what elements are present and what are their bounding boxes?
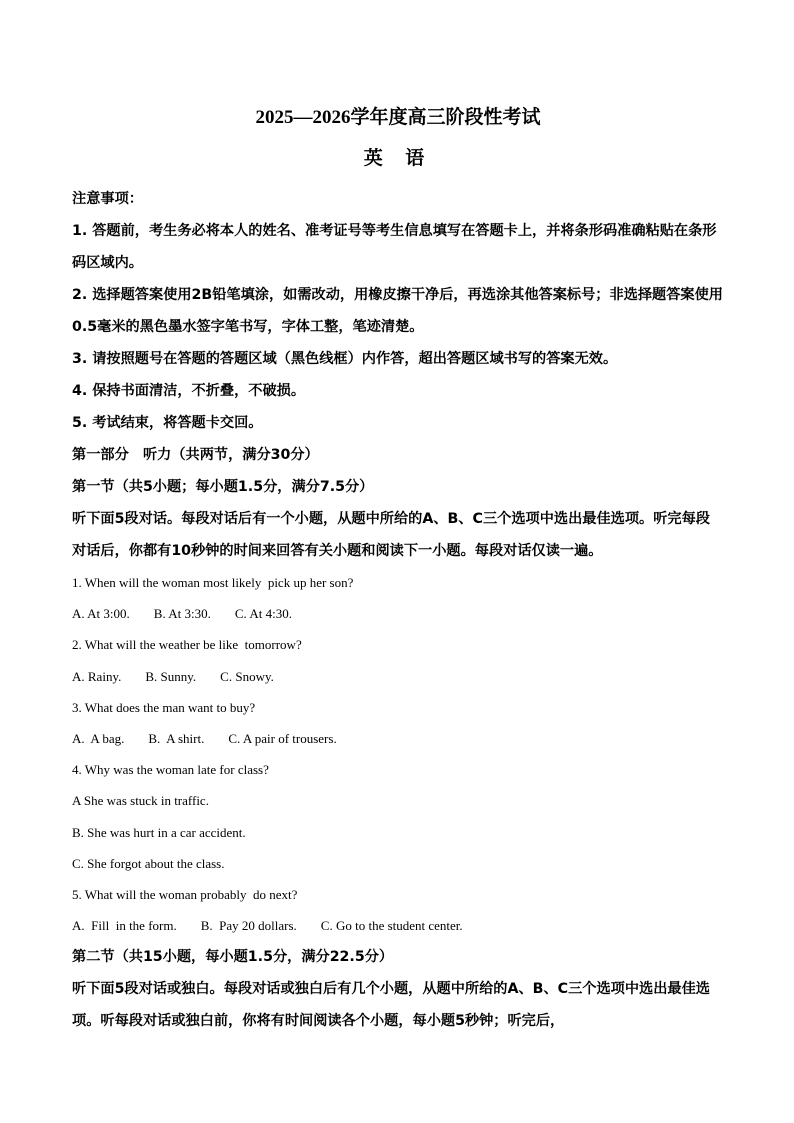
part1-heading: 第一部分 听力（共两节，满分30分） xyxy=(72,447,319,463)
exam-subject: 英 语 xyxy=(363,147,433,169)
question-3-stem: 3. What does the man want to buy? xyxy=(72,699,256,715)
notes-heading: 注意事项： xyxy=(72,191,143,207)
note-item-3: 3. 请按照题号在答题的答题区域（黑色线框）内作答，超出答题区域书写的答案无效。 xyxy=(72,351,618,367)
exam-page xyxy=(72,104,724,1037)
section2-instructions: 听下面5段对话或独白。每段对话或独白后有几个小题，从题中所给的A、B、C三个选项中选出最佳选项。听每段对话或独白前，你将有时间阅读各个小题，每小题5秒钟；听完后， xyxy=(72,981,710,1030)
note-item-5: 5. 考试结束，将答题卡交回。 xyxy=(72,415,263,431)
option-b: B. Sunny. xyxy=(145,668,197,684)
option-a: A. Fill in the form. xyxy=(72,918,177,934)
question-4-option-a: A She was stuck in traffic. xyxy=(72,793,209,809)
note-item-2: 2. 选择题答案使用2B铅笔填涂，如需改动，用橡皮擦干净后，再选涂其他答案标号；非选择题答案使用0.5毫米的黑色墨水签字笔书写，字体工整，笔迹清楚。 xyxy=(72,287,723,335)
option-c: C. At 4:30. xyxy=(234,606,292,622)
question-1-options xyxy=(72,598,724,629)
option-b: B. At 3:30. xyxy=(153,606,211,622)
exam-title: 2025—2026学年度高三阶段性考试 xyxy=(255,107,541,128)
section1-instructions: 听下面5段对话。每段对话后有一个小题，从题中所给的A、B、C三个选项中选出最佳选项。听完每段对话后，你都有10秒钟的时间来回答有关小题和阅读下一小题。每段对话仅读一遍。 xyxy=(72,511,710,559)
option-c: C. Snowy. xyxy=(220,668,274,684)
question-5-options xyxy=(72,910,724,941)
question-3-options xyxy=(72,723,724,754)
question-1-stem: 1. When will the woman most likely pick up her son? xyxy=(72,575,354,590)
option-a: A. Rainy. xyxy=(72,668,122,684)
option-b: B. A shirt. xyxy=(148,731,205,747)
option-c: C. A pair of trousers. xyxy=(228,731,337,747)
question-5-stem: 5. What will the woman probably do next? xyxy=(72,887,298,903)
note-item-1: 1. 答题前，考生务必将本人的姓名、准考证号等考生信息填写在答题卡上，并将条形码准确粘贴在条形码区域内。 xyxy=(72,223,717,271)
section1-heading: 第一节（共5小题；每小题1.5分，满分7.5分） xyxy=(72,479,374,495)
question-4-option-c: C. She forgot about the class. xyxy=(72,855,225,871)
question-4-stem: 4. Why was the woman late for class? xyxy=(72,762,269,778)
section2-heading: 第二节（共15小题，每小题1.5分，满分22.5分） xyxy=(72,949,394,966)
option-a: A. At 3:00. xyxy=(72,606,130,622)
option-a: A. A bag. xyxy=(72,731,125,747)
question-2-stem: 2. What will the weather be like tomorrow? xyxy=(72,637,302,653)
note-item-4: 4. 保持书面清洁，不折叠，不破损。 xyxy=(72,383,306,399)
option-b: B. Pay 20 dollars. xyxy=(200,918,297,934)
question-4-option-b: B. She was hurt in a car accident. xyxy=(72,824,246,840)
option-c: C. Go to the student center. xyxy=(320,918,463,934)
question-2-options xyxy=(72,661,724,692)
